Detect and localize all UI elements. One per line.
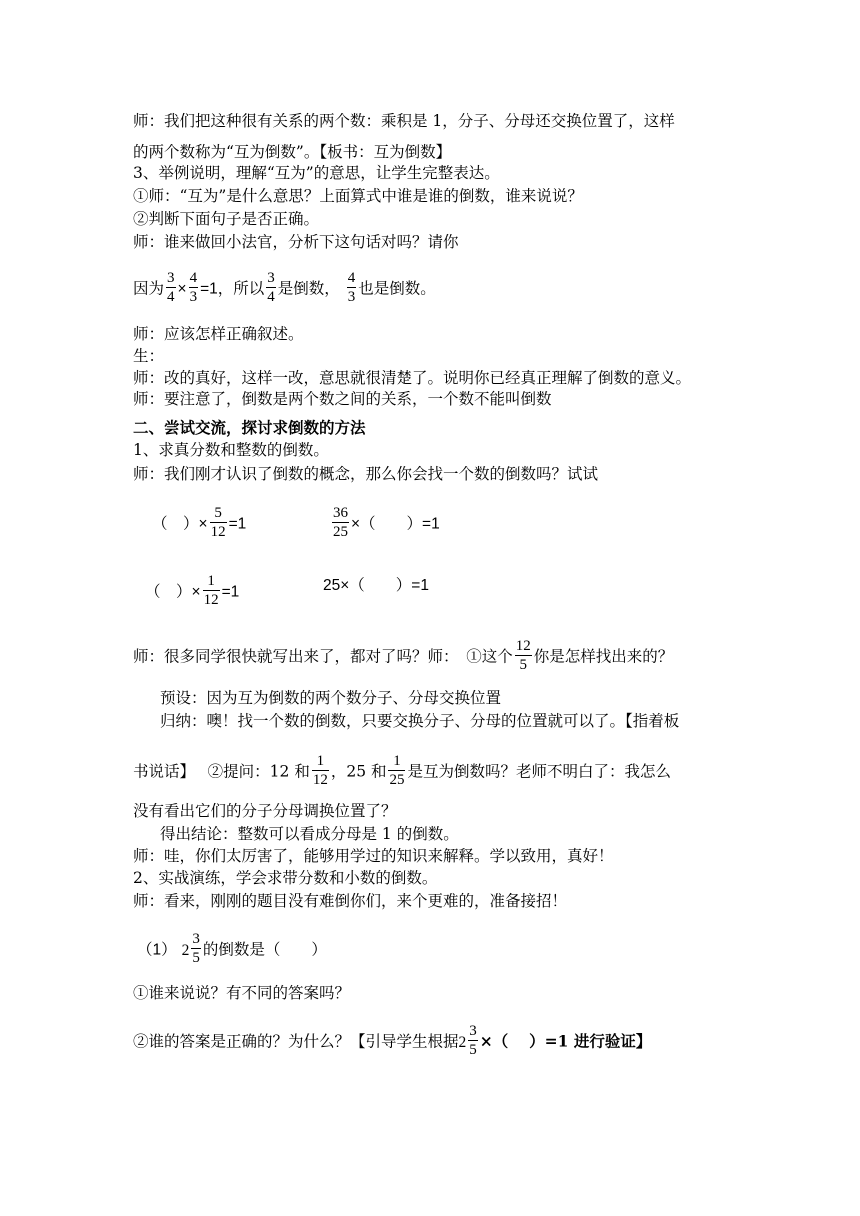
- exercise-text: =1: [221, 583, 240, 601]
- exercise-1: [152, 507, 246, 542]
- numerator: 3: [267, 270, 275, 286]
- exercise-3: [145, 575, 239, 610]
- denominator: 12: [312, 772, 328, 788]
- fraction: [210, 505, 227, 540]
- fraction: [515, 638, 532, 673]
- paragraph-line: 师：改的真好，这样一改，意思就很清楚了。说明你已经真正理解了倒数的意义。: [133, 369, 692, 387]
- numerator: 4: [189, 270, 198, 286]
- numerator: 3: [167, 270, 175, 286]
- fraction: [203, 573, 220, 608]
- numerator: 36: [333, 505, 348, 521]
- question-text: 是互为倒数吗？老师不明白了：我怎么: [407, 762, 671, 781]
- question-line: [133, 755, 671, 790]
- fraction: [332, 505, 349, 540]
- numerator: 12: [515, 638, 531, 654]
- denominator: 4: [167, 289, 175, 305]
- fraction: [347, 270, 357, 305]
- paragraph-line: 得出结论：整数可以看成分母是 1 的倒数。: [160, 825, 459, 843]
- paragraph-line: 师：要注意了，倒数是两个数之间的关系，一个数不能叫倒数: [133, 390, 552, 408]
- paragraph-line: 2、实战演练，学会求带分数和小数的倒数。: [133, 869, 438, 887]
- whole-number: 2: [181, 941, 190, 959]
- exercise-text: ×（ ）=1: [351, 515, 440, 533]
- paragraph-line: 生：: [133, 347, 165, 365]
- numerator: 3: [469, 1023, 477, 1039]
- denominator: 3: [347, 289, 356, 305]
- fraction: [468, 1023, 478, 1058]
- question-text: 你是怎样找出来的？: [533, 647, 674, 666]
- exercise-4: 25×（ ）=1: [323, 577, 429, 594]
- exercise-text: （ ）×: [145, 583, 201, 601]
- fraction: [189, 270, 199, 305]
- fraction: [166, 270, 176, 305]
- numerator: 1: [388, 753, 405, 771]
- paragraph-line: 师：我们把这种很有关系的两个数：乘积是 1，分子、分母还交换位置了，这样: [133, 112, 675, 130]
- fraction: [266, 270, 276, 305]
- denominator: 4: [267, 289, 275, 305]
- denominator: 12: [203, 592, 219, 608]
- numerator: 4: [347, 270, 356, 286]
- paragraph-line: 师：应该怎样正确叙述。: [133, 325, 304, 343]
- paragraph-line: 的两个数称为“互为倒数”。【板书：互为倒数】: [133, 143, 452, 161]
- statement-text: 是倒数，: [277, 279, 340, 298]
- statement-text: 因为: [133, 279, 165, 298]
- question-label: （1）: [137, 941, 177, 959]
- section-heading: 二、尝试交流，探讨求倒数的方法: [133, 418, 366, 437]
- statement-text: =1，所以: [200, 280, 265, 298]
- paragraph-line: 师：哇，你们太厉害了，能够用学过的知识来解释。学以致用，真好！: [133, 847, 614, 865]
- fraction: [191, 931, 201, 966]
- paragraph-line: ②判断下面句子是否正确。: [133, 210, 320, 228]
- fraction: [388, 753, 405, 788]
- times-sign: ×: [177, 280, 187, 298]
- paragraph-line: ①谁来说说？有不同的答案吗？: [133, 984, 351, 1002]
- denominator: 25: [333, 524, 348, 540]
- paragraph-line: 师：看来，刚刚的题目没有难倒你们，来个更难的，准备接招！: [133, 892, 568, 910]
- question-text: 师：很多同学很快就写出来了，都对了吗？师： ①这个: [133, 647, 513, 666]
- whole-number: 2: [458, 1033, 467, 1051]
- paragraph-line: 预设：因为互为倒数的两个数分子、分母交换位置: [160, 689, 502, 707]
- paragraph-line: 1、求真分数和整数的倒数。: [133, 441, 329, 459]
- statement-line: [133, 272, 436, 307]
- paragraph-line: 没有看出它们的分子分母调换位置了？: [133, 802, 397, 820]
- question-text: 的倒数是（ ）: [202, 940, 327, 959]
- exercise-2: [330, 507, 440, 542]
- question-text: ，25 和: [330, 762, 387, 781]
- numerator: 3: [192, 931, 200, 947]
- denominator: 12: [210, 524, 226, 540]
- paragraph-line: 师：我们刚才认识了倒数的概念，那么你会找一个数的倒数吗？试试: [133, 465, 599, 483]
- fraction: [312, 753, 329, 788]
- question-line: [133, 640, 673, 675]
- paragraph-line: ①师：“互为”是什么意思？上面算式中谁是谁的倒数，谁来说说？: [133, 187, 583, 205]
- mixed-number-question: [137, 933, 327, 968]
- numerator: 5: [210, 505, 227, 523]
- paragraph-line: 归纳：噢！找一个数的倒数，只要交换分子、分母的位置就可以了。【指着板: [160, 712, 680, 730]
- paragraph-line: 3、举例说明，理解“互为”的意思，让学生完整表达。: [133, 164, 500, 182]
- question-text: ②谁的答案是正确的？为什么？【引导学生根据: [133, 1032, 459, 1051]
- verification-line: [133, 1025, 651, 1060]
- statement-text: 也是倒数。: [358, 279, 436, 298]
- denominator: 5: [192, 950, 200, 966]
- exercise-text: =1: [228, 515, 247, 533]
- denominator: 25: [389, 772, 405, 788]
- denominator: 5: [519, 657, 528, 673]
- paragraph-line: 师：谁来做回小法官，分析下这句话对吗？请你: [133, 233, 459, 251]
- question-text: 书说话】 ②提问：12 和: [133, 762, 310, 781]
- denominator: 5: [469, 1042, 477, 1058]
- question-text: ×（ ）=1 进行验证】: [479, 1031, 652, 1051]
- denominator: 3: [189, 289, 198, 305]
- exercise-text: （ ）×: [152, 515, 208, 533]
- numerator: 1: [203, 573, 220, 591]
- numerator: 1: [312, 753, 329, 771]
